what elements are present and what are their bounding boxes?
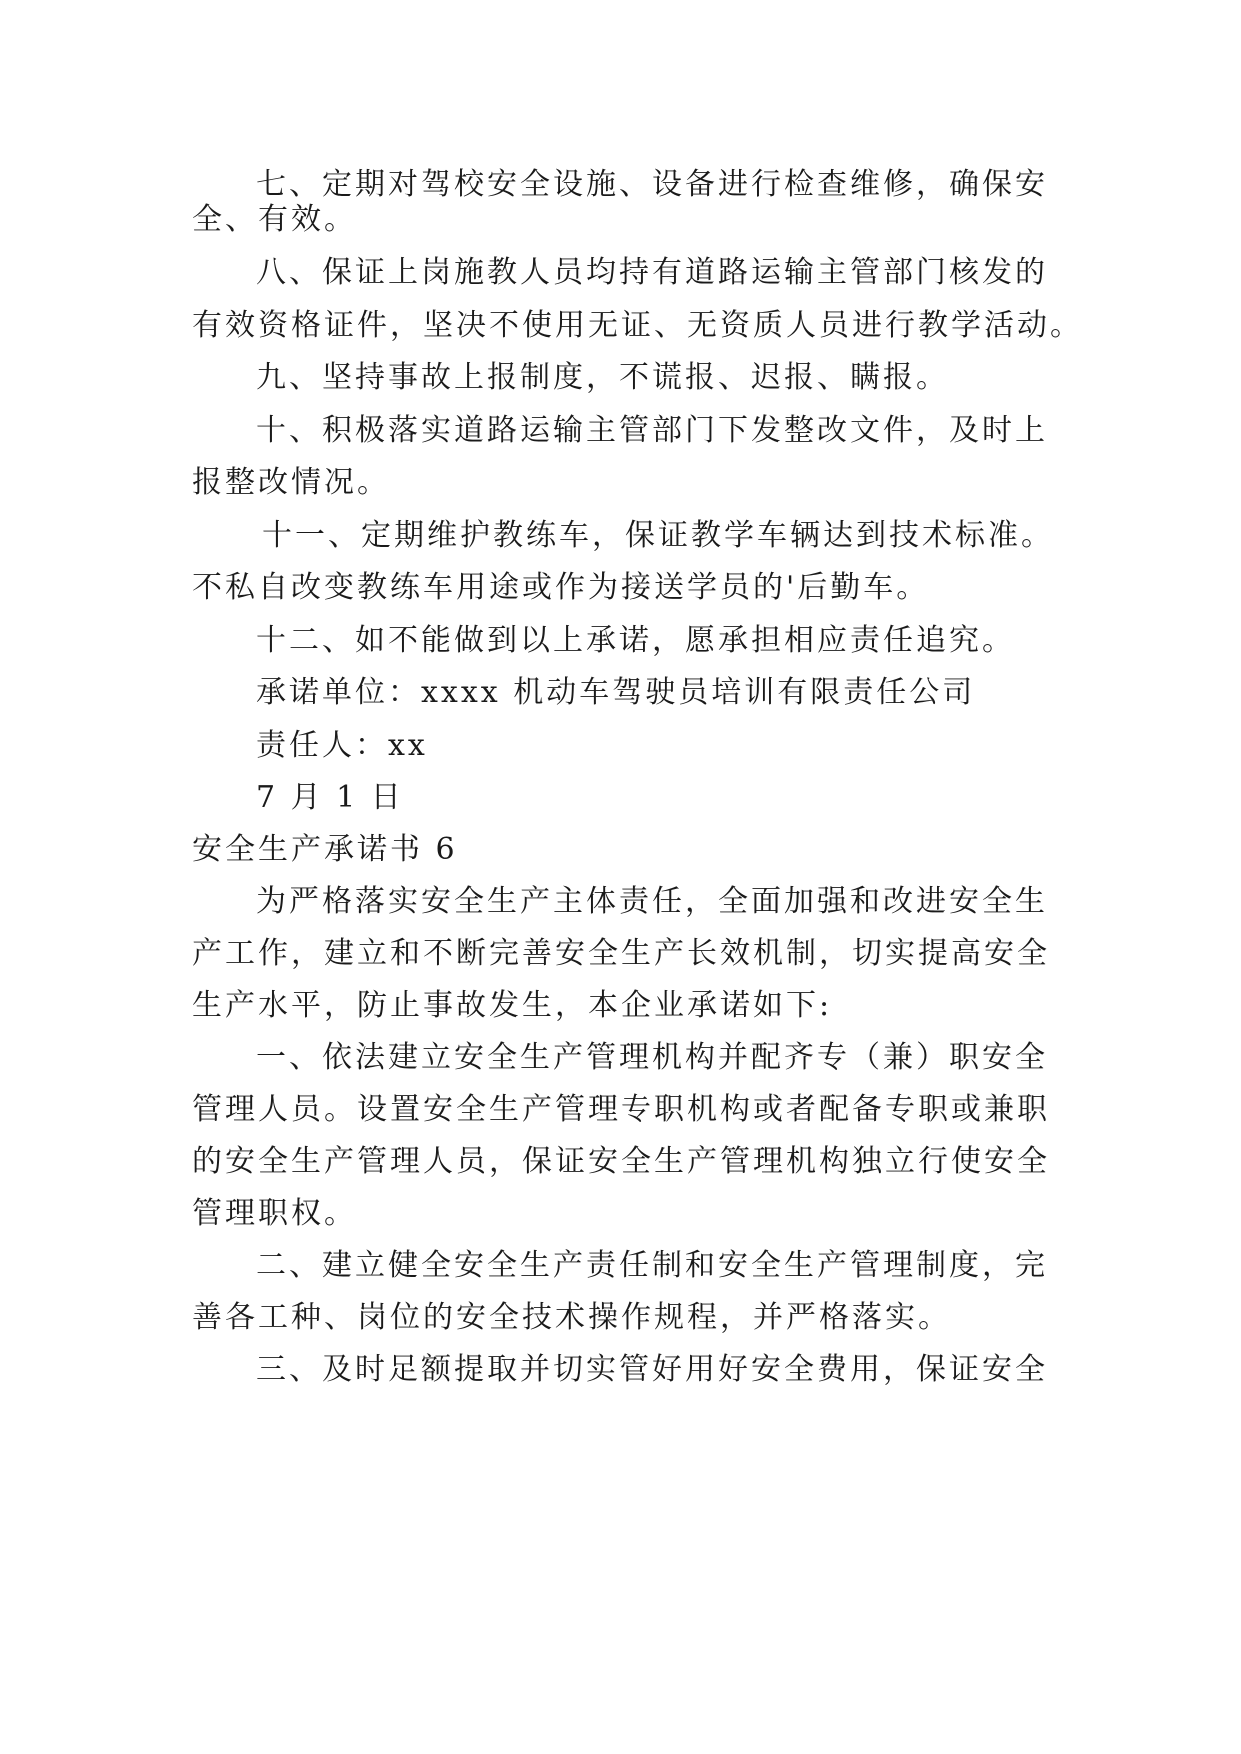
paragraph-line: 一、依法建立安全生产管理机构并配齐专（兼）职安全 [256, 1040, 1048, 1075]
paragraph-line: 九、坚持事故上报制度，不谎报、迟报、瞒报。 [256, 360, 949, 395]
signature-date: 7 月 1 日 [256, 780, 404, 815]
paragraph-line: 管理人员。设置安全生产管理专职机构或者配备专职或兼职 [192, 1092, 1050, 1127]
paragraph-line: 全、有效。 [192, 202, 357, 237]
paragraph-line: 八、保证上岗施教人员均持有道路运输主管部门核发的 [256, 255, 1048, 290]
paragraph-line: 有效资格证件，坚决不使用无证、无资质人员进行教学活动。 [192, 308, 1083, 343]
paragraph-line: 管理职权。 [192, 1196, 357, 1231]
paragraph-line: 生产水平，防止事故发生，本企业承诺如下: [192, 988, 833, 1023]
paragraph-line: 七、定期对驾校安全设施、设备进行检查维修，确保安 [256, 167, 1048, 202]
paragraph-line: 二、建立健全安全生产责任制和安全生产管理制度，完 [256, 1248, 1048, 1283]
paragraph-line: 十一、定期维护教练车，保证教学车辆达到技术标准。 [262, 518, 1054, 553]
signature-person: 责任人：xx [256, 728, 428, 763]
section-title: 安全生产承诺书 6 [192, 832, 458, 867]
paragraph-line: 十二、如不能做到以上承诺，愿承担相应责任追究。 [256, 623, 1015, 658]
signature-unit: 承诺单位：xxxx 机动车驾驶员培训有限责任公司 [256, 675, 976, 710]
paragraph-line: 十、积极落实道路运输主管部门下发整改文件，及时上 [256, 413, 1048, 448]
paragraph-line: 不私自改变教练车用途或作为接送学员的'后勤车。 [192, 570, 930, 605]
paragraph-line: 三、及时足额提取并切实管好用好安全费用，保证安全 [256, 1352, 1048, 1387]
paragraph-line: 善各工种、岗位的安全技术操作规程，并严格落实。 [192, 1300, 951, 1335]
paragraph-line: 产工作，建立和不断完善安全生产长效机制，切实提高安全 [192, 936, 1050, 971]
paragraph-line: 为严格落实安全生产主体责任，全面加强和改进安全生 [256, 884, 1048, 919]
paragraph-line: 的安全生产管理人员，保证安全生产管理机构独立行使安全 [192, 1144, 1050, 1179]
paragraph-line: 报整改情况。 [192, 465, 390, 500]
